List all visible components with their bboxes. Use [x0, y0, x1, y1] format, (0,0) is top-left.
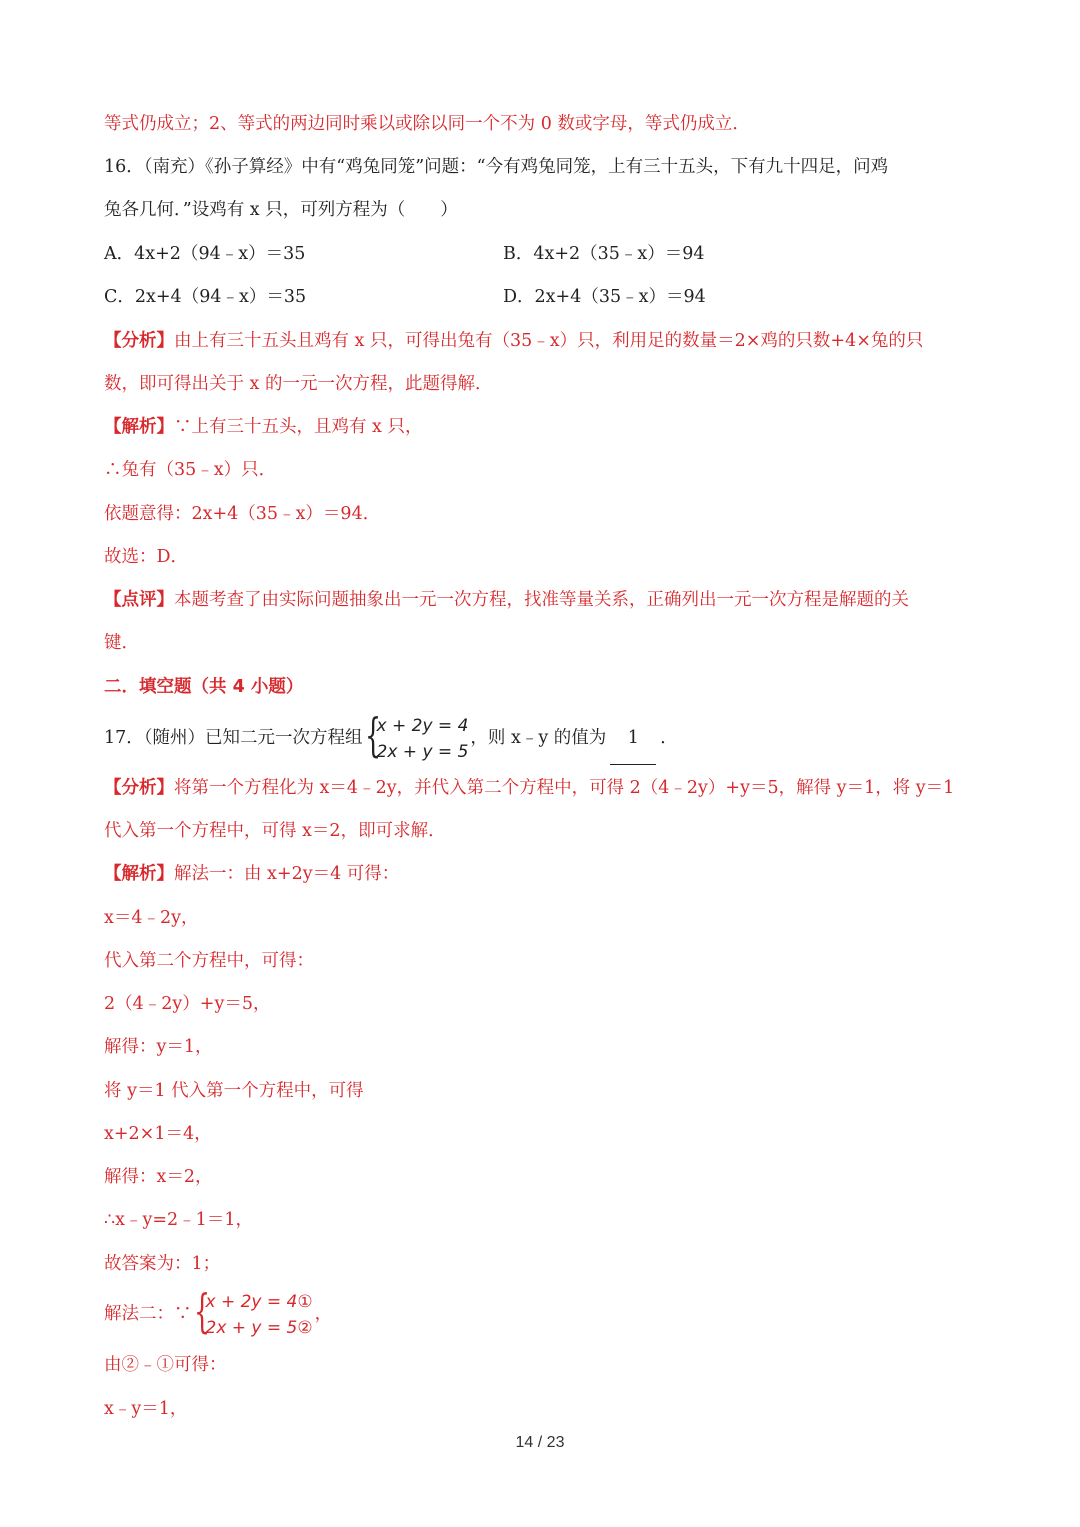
option-d: D．2x+4（35﹣x）＝94 — [503, 287, 706, 307]
step-line: 2（4﹣2y）+y＝5， — [104, 994, 271, 1014]
question-17-end: ． — [660, 728, 678, 748]
equation-2: 2x + y = 5 — [376, 741, 469, 762]
option-c: C．2x+4（94﹣x）＝35 — [104, 287, 307, 307]
solution-line-1 — [104, 414, 980, 440]
question-16-line-1: 16．（南充）《孙子算经》中有“鸡兔同笼”问题：“今有鸡兔同笼，上有三十五头，下有九十四足，问鸡 — [104, 157, 889, 177]
analysis-17-tag: 【分析】 — [104, 778, 174, 798]
section-heading: 二．填空题（共 4 小题） — [104, 677, 304, 697]
solution-line-3: 依题意得：2x+4（35﹣x）＝94． — [104, 504, 381, 524]
solution-17-text: 解法一：由 x+2y＝4 可得： — [174, 864, 400, 884]
solution-17-line-1 — [104, 861, 980, 887]
brace-symbol: { — [193, 1283, 210, 1338]
option-a: A．4x+2（94﹣x）＝35 — [104, 244, 306, 264]
solution-text: ∵上有三十五头，且鸡有 x 只， — [174, 417, 423, 437]
equation-1: x + 2y = 4 — [376, 715, 469, 736]
equation-system — [364, 707, 469, 765]
equation-2: 2x + y = 5② — [205, 1317, 313, 1338]
method-2-prefix: 解法二：∵ — [104, 1304, 192, 1324]
step-line: 代入第二个方程中，可得： — [104, 951, 314, 971]
equation-1: x + 2y = 4① — [205, 1291, 313, 1312]
step-line: x＝4﹣2y， — [104, 908, 199, 928]
analysis-17-line-2: 代入第一个方程中，可得 x＝2，即可求解． — [104, 821, 446, 841]
page-number: 14 / 23 — [515, 1434, 565, 1451]
step-line: 解得：x＝2， — [104, 1167, 213, 1187]
step-line: 解得：y＝1， — [104, 1037, 213, 1057]
text-line: 等式仍成立；2、等式的两边同时乘以或除以同一个不为 0 数或字母，等式仍成立． — [104, 114, 750, 134]
answer-blank: 1 — [610, 712, 656, 765]
analysis-tag: 【分析】 — [104, 331, 174, 351]
brace-symbol: { — [364, 707, 381, 762]
analysis-line-1 — [104, 328, 980, 354]
comment-text: 本题考查了由实际问题抽象出一元一次方程，找准等量关系，正确列出一元一次方程是解题的关 — [174, 590, 909, 610]
step-line: 由②﹣①可得： — [104, 1355, 227, 1375]
analysis-line-2: 数，即可得出关于 x 的一元一次方程，此题得解． — [104, 374, 493, 394]
question-16-line-2: 兔各几何．”设鸡有 x 只，可列方程为（ ） — [104, 200, 458, 220]
step-line: x﹣y＝1， — [104, 1399, 188, 1419]
equation-system-2 — [193, 1283, 313, 1341]
solution-tag: 【解析】 — [104, 417, 174, 437]
question-17-prefix: 17．（随州）已知二元一次方程组 — [104, 728, 363, 748]
step-line: 故答案为：1； — [104, 1254, 221, 1274]
analysis-17-line-1 — [104, 775, 980, 801]
step-line: ∴x﹣y=2﹣1＝1， — [104, 1210, 253, 1230]
step-line: 将 y＝1 代入第一个方程中，可得 — [104, 1081, 364, 1101]
option-b: B．4x+2（35﹣x）＝94 — [503, 244, 705, 264]
method-2-line — [104, 1283, 980, 1341]
solution-17-tag: 【解析】 — [104, 864, 174, 884]
comment-tag: 【点评】 — [104, 590, 174, 610]
comment-line-1 — [104, 587, 980, 613]
question-17 — [104, 707, 980, 765]
analysis-17-text: 将第一个方程化为 x＝4﹣2y，并代入第二个方程中，可得 2（4﹣2y）+y＝5，解得 y＝1，将 y＝1 — [174, 778, 955, 798]
question-17-suffix: ，则 x﹣y 的值为 — [470, 728, 607, 748]
solution-line-4: 故选：D． — [104, 547, 189, 567]
comment-line-2: 键． — [104, 633, 139, 653]
step-line: x+2×1＝4， — [104, 1124, 212, 1144]
method-2-suffix: ， — [314, 1304, 333, 1324]
solution-line-2: ∴兔有（35﹣x）只． — [104, 460, 277, 480]
analysis-text: 由上有三十五头且鸡有 x 只，可得出兔有（35﹣x）只，利用足的数量＝2×鸡的只数+4×兔的只 — [174, 331, 924, 351]
